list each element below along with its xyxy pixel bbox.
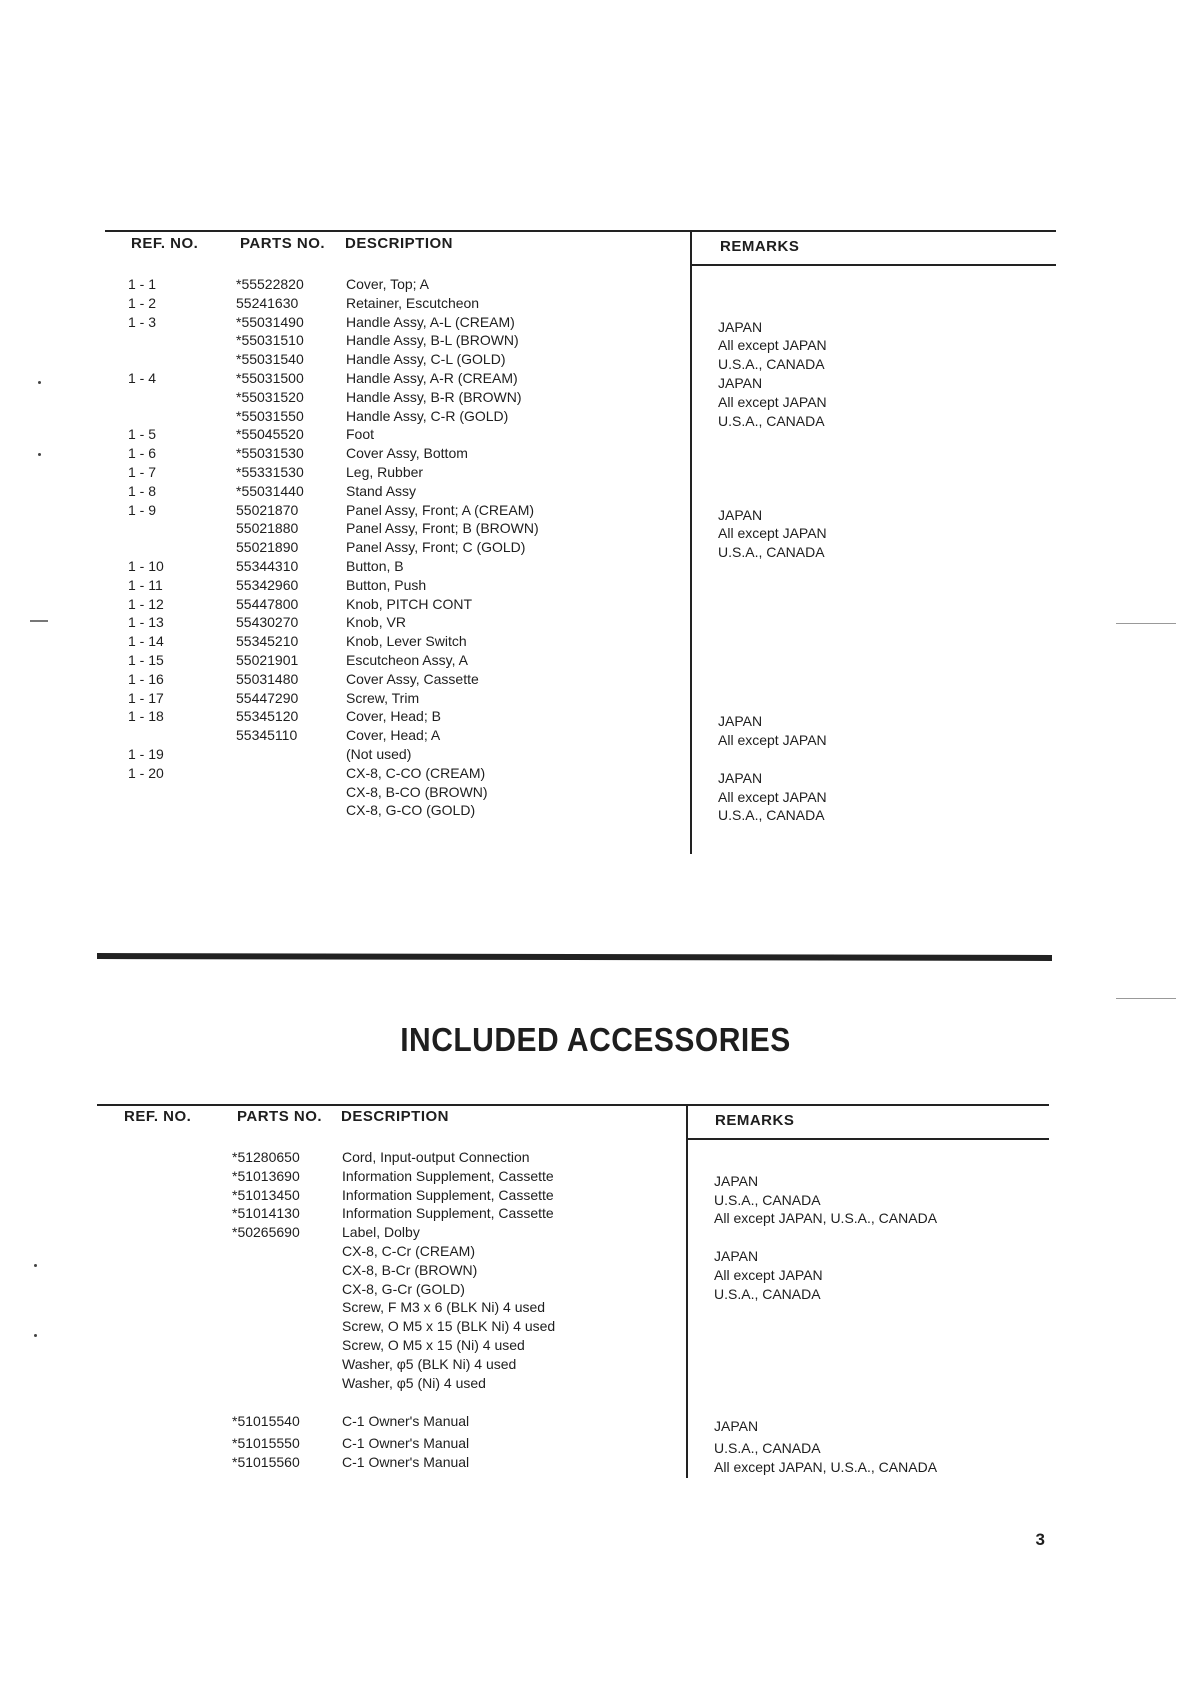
parts-no-cell: *51015540 bbox=[232, 1413, 300, 1430]
description-cell: Handle Assy, C-R (GOLD) bbox=[346, 407, 509, 424]
parts-no-cell: *55031500 bbox=[236, 369, 304, 386]
description-cell: Handle Assy, B-R (BROWN) bbox=[346, 388, 522, 405]
remarks-cell: U.S.A., CANADA bbox=[718, 807, 825, 824]
parts-no-cell: 55344310 bbox=[236, 557, 299, 574]
ref-no-cell: 1 - 3 bbox=[128, 313, 157, 330]
ref-no-cell: 1 - 2 bbox=[128, 294, 157, 311]
remarks-cell: U.S.A., CANADA bbox=[718, 412, 825, 429]
description-cell: Information Supplement, Cassette bbox=[342, 1167, 554, 1184]
remarks-cell: U.S.A., CANADA bbox=[714, 1440, 821, 1457]
parts-no-cell: 55345120 bbox=[236, 708, 299, 725]
parts-header-remarks: REMARKS bbox=[720, 238, 800, 255]
description-cell: (Not used) bbox=[346, 745, 412, 762]
description-cell: Cover, Top; A bbox=[346, 276, 430, 292]
parts-no-cell: *55031490 bbox=[236, 313, 304, 330]
parts-header-part: PARTS NO. bbox=[240, 235, 326, 252]
description-cell: Panel Assy, Front; C (GOLD) bbox=[346, 539, 526, 556]
description-cell: Panel Assy, Front; B (BROWN) bbox=[346, 520, 539, 537]
parts-no-cell: *55031510 bbox=[236, 332, 304, 349]
parts-no-cell: 55447290 bbox=[236, 689, 299, 706]
ref-no-cell: 1 - 7 bbox=[128, 463, 157, 480]
description-cell: CX-8, G-Cr (GOLD) bbox=[342, 1280, 465, 1297]
description-cell: Handle Assy, A-L (CREAM) bbox=[346, 313, 515, 330]
remarks-cell: U.S.A., CANADA bbox=[714, 1191, 821, 1208]
ref-no-cell: 1 - 17 bbox=[128, 689, 164, 706]
parts-no-cell: 55345210 bbox=[236, 633, 299, 650]
description-cell: Knob, VR bbox=[346, 614, 406, 631]
ref-no-cell: 1 - 14 bbox=[128, 633, 164, 650]
remarks-cell: JAPAN bbox=[718, 506, 763, 523]
accessories-header-part: PARTS NO. bbox=[237, 1108, 323, 1125]
description-cell: Washer, φ5 (BLK Ni) 4 used bbox=[342, 1355, 517, 1372]
page-number: 3 bbox=[1035, 1530, 1045, 1549]
ref-no-cell: 1 - 11 bbox=[128, 576, 163, 593]
description-cell: Stand Assy bbox=[346, 482, 417, 499]
remarks-cell: U.S.A., CANADA bbox=[718, 356, 825, 373]
ref-no-cell: 1 - 10 bbox=[128, 557, 164, 574]
description-cell: Handle Assy, A-R (CREAM) bbox=[346, 369, 518, 386]
remarks-cell: All except JAPAN bbox=[718, 732, 827, 749]
parts-table-top-rule bbox=[105, 230, 1056, 232]
description-cell: Screw, Trim bbox=[346, 689, 420, 706]
accessories-header-remarks: REMARKS bbox=[715, 1112, 795, 1129]
ref-no-cell: 1 - 8 bbox=[128, 482, 157, 499]
parts-no-cell: *51015550 bbox=[232, 1435, 300, 1452]
accessories-remarks-divider bbox=[686, 1104, 688, 1478]
scan-speck bbox=[34, 1334, 37, 1337]
parts-no-cell: *55031530 bbox=[236, 445, 304, 462]
parts-no-cell: *51014130 bbox=[232, 1205, 300, 1222]
parts-no-cell: 55021880 bbox=[236, 520, 299, 537]
description-cell: C-1 Owner's Manual bbox=[342, 1413, 470, 1430]
accessories-top-rule bbox=[97, 1104, 1049, 1106]
parts-no-cell: *55031520 bbox=[236, 388, 304, 405]
parts-no-cell: 55430270 bbox=[236, 614, 299, 631]
remarks-cell: All except JAPAN, U.S.A., CANADA bbox=[714, 1210, 938, 1227]
scan-mark bbox=[1116, 623, 1176, 624]
parts-table-remarks-divider bbox=[690, 230, 692, 854]
ref-no-cell: 1 - 15 bbox=[128, 651, 164, 668]
description-cell: Panel Assy, Front; A (CREAM) bbox=[346, 501, 535, 518]
remarks-cell: JAPAN bbox=[718, 713, 763, 730]
description-cell: Screw, F M3 x 6 (BLK Ni) 4 used bbox=[342, 1299, 546, 1316]
parts-no-cell: *55031440 bbox=[236, 482, 304, 499]
parts-no-cell: *51013450 bbox=[232, 1186, 300, 1203]
description-cell: CX-8, G-CO (GOLD) bbox=[346, 802, 476, 819]
scan-mark bbox=[30, 620, 48, 622]
parts-header-desc: DESCRIPTION bbox=[345, 235, 454, 252]
description-cell: Washer, φ5 (Ni) 4 used bbox=[342, 1374, 486, 1391]
description-cell: Cover Assy, Cassette bbox=[346, 670, 479, 687]
parts-no-cell: *55522820 bbox=[236, 276, 304, 292]
description-cell: Retainer, Escutcheon bbox=[346, 294, 480, 311]
parts-no-cell: 55021890 bbox=[236, 539, 299, 556]
parts-no-cell: *51280650 bbox=[232, 1149, 300, 1165]
remarks-cell: JAPAN bbox=[714, 1172, 759, 1189]
description-cell: Knob, Lever Switch bbox=[346, 633, 467, 650]
parts-no-cell: *55045520 bbox=[236, 426, 304, 443]
description-cell: Handle Assy, B-L (BROWN) bbox=[346, 332, 519, 349]
scan-mark bbox=[1116, 998, 1176, 999]
accessories-header-rule bbox=[688, 1138, 1049, 1140]
parts-no-cell: *55031540 bbox=[236, 351, 304, 368]
parts-no-cell: 55031480 bbox=[236, 670, 299, 687]
accessories-title: INCLUDED ACCESSORIES bbox=[400, 1022, 791, 1059]
ref-no-cell: 1 - 19 bbox=[128, 745, 164, 762]
accessories-header-desc: DESCRIPTION bbox=[341, 1108, 450, 1125]
description-cell: Cover, Head; A bbox=[346, 727, 441, 744]
parts-no-cell: 55021901 bbox=[236, 651, 299, 668]
description-cell: Cover Assy, Bottom bbox=[346, 445, 468, 462]
remarks-cell: All except JAPAN bbox=[718, 393, 827, 410]
section-separator bbox=[97, 953, 1052, 961]
parts-no-cell: *55031550 bbox=[236, 407, 304, 424]
parts-no-cell: *50265690 bbox=[232, 1224, 300, 1241]
ref-no-cell: 1 - 18 bbox=[128, 708, 164, 725]
ref-no-cell: 1 - 5 bbox=[128, 426, 157, 443]
remarks-cell: All except JAPAN bbox=[718, 525, 827, 542]
ref-no-cell: 1 - 4 bbox=[128, 369, 157, 386]
description-cell: Escutcheon Assy, A bbox=[346, 651, 468, 668]
parts-table-header-rule bbox=[692, 264, 1056, 266]
description-cell: Button, B bbox=[346, 557, 404, 574]
description-cell: Label, Dolby bbox=[342, 1224, 420, 1241]
description-cell: C-1 Owner's Manual bbox=[342, 1435, 470, 1452]
remarks-cell: All except JAPAN bbox=[714, 1266, 823, 1283]
remarks-cell: All except JAPAN, U.S.A., CANADA bbox=[714, 1459, 938, 1476]
remarks-cell: JAPAN bbox=[718, 374, 763, 391]
ref-no-cell: 1 - 16 bbox=[128, 670, 164, 687]
description-cell: CX-8, C-Cr (CREAM) bbox=[342, 1242, 475, 1259]
parts-no-cell: *51015560 bbox=[232, 1454, 300, 1471]
description-cell: Leg, Rubber bbox=[346, 463, 424, 480]
description-cell: Screw, O M5 x 15 (BLK Ni) 4 used bbox=[342, 1318, 556, 1335]
description-cell: Information Supplement, Cassette bbox=[342, 1186, 554, 1203]
remarks-cell: U.S.A., CANADA bbox=[718, 544, 825, 561]
parts-no-cell: 55241630 bbox=[236, 294, 299, 311]
remarks-cell: All except JAPAN bbox=[718, 337, 827, 354]
description-cell: CX-8, B-Cr (BROWN) bbox=[342, 1261, 478, 1278]
description-cell: CX-8, C-CO (CREAM) bbox=[346, 764, 486, 781]
parts-no-cell: 55447800 bbox=[236, 595, 299, 612]
description-cell: Cord, Input-output Connection bbox=[342, 1149, 530, 1165]
parts-no-cell: *55331530 bbox=[236, 463, 304, 480]
parts-no-cell: 55342960 bbox=[236, 576, 299, 593]
remarks-cell: All except JAPAN bbox=[718, 788, 827, 805]
description-cell: CX-8, B-CO (BROWN) bbox=[346, 783, 488, 800]
scan-speck bbox=[38, 453, 41, 456]
description-cell: Cover, Head; B bbox=[346, 708, 441, 725]
remarks-cell: JAPAN bbox=[714, 1247, 759, 1264]
ref-no-cell: 1 - 13 bbox=[128, 614, 164, 631]
description-cell: Button, Push bbox=[346, 576, 427, 593]
parts-no-cell: 55345110 bbox=[236, 727, 298, 744]
description-cell: Handle Assy, C-L (GOLD) bbox=[346, 351, 506, 368]
ref-no-cell: 1 - 6 bbox=[128, 445, 157, 462]
ref-no-cell: 1 - 20 bbox=[128, 764, 164, 781]
description-cell: Information Supplement, Cassette bbox=[342, 1205, 554, 1222]
parts-header-ref: REF. NO. bbox=[131, 235, 199, 252]
parts-no-cell: *51013690 bbox=[232, 1167, 300, 1184]
ref-no-cell: 1 - 9 bbox=[128, 501, 157, 518]
remarks-cell: JAPAN bbox=[714, 1418, 759, 1435]
description-cell: C-1 Owner's Manual bbox=[342, 1454, 470, 1471]
remarks-cell: JAPAN bbox=[718, 318, 763, 335]
scan-speck bbox=[34, 1264, 37, 1267]
ref-no-cell: 1 - 12 bbox=[128, 595, 164, 612]
remarks-cell: JAPAN bbox=[718, 769, 763, 786]
scan-speck bbox=[38, 381, 41, 384]
description-cell: Foot bbox=[346, 426, 375, 443]
description-cell: Screw, O M5 x 15 (Ni) 4 used bbox=[342, 1336, 525, 1353]
ref-no-cell: 1 - 1 bbox=[128, 276, 157, 292]
description-cell: Knob, PITCH CONT bbox=[346, 595, 473, 612]
remarks-cell: U.S.A., CANADA bbox=[714, 1285, 821, 1302]
parts-no-cell: 55021870 bbox=[236, 501, 299, 518]
accessories-header-ref: REF. NO. bbox=[124, 1108, 192, 1125]
